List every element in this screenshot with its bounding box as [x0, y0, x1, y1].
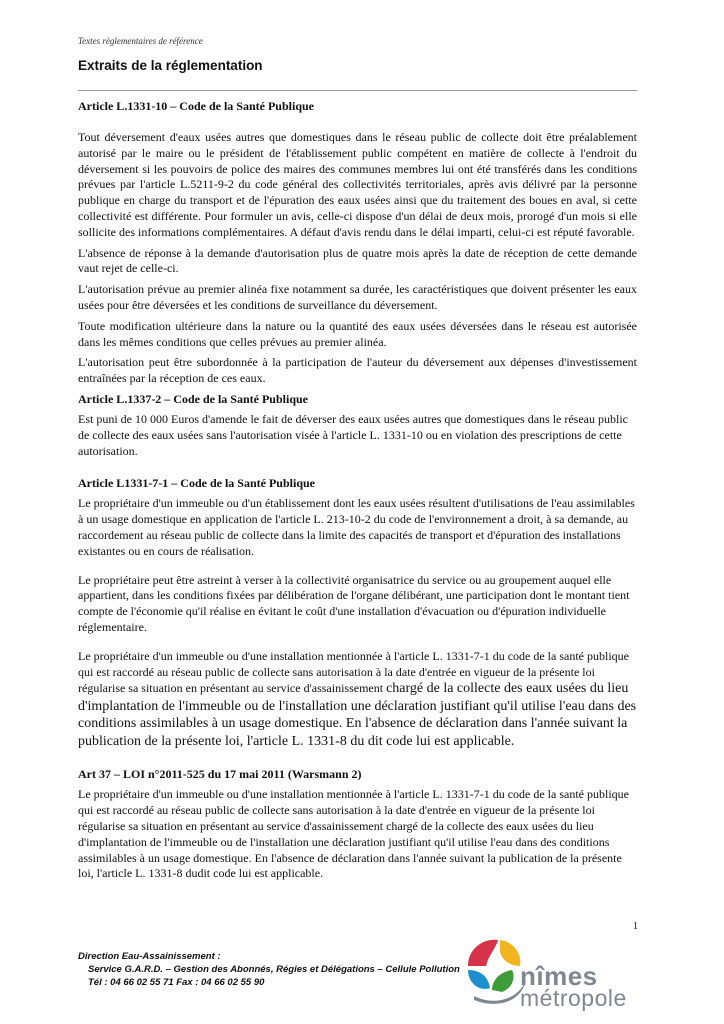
paragraph-large-text: chargé de la collecte des eaux usées du lieu d'implantation de l'immeuble ou de l'installation une déclaration justifiant qu'il utilise l'eau dans des conditions assimilables à un usage domestique. En l'absence de déclaration dans l'année suivant la publication de la présente loi, l'article L. 1331-8 du dit code lui est applicable.: [78, 681, 637, 749]
logo-red-petal: [468, 940, 498, 966]
document-body: [78, 99, 637, 882]
paragraph: L'absence de réponse à la demande d'autorisation plus de quatre mois après la date de réception de cette demande vaut rejet de celle-ci.: [78, 245, 637, 276]
mixed-size-paragraph: [78, 649, 637, 751]
title-divider: [78, 90, 637, 91]
running-head: Textes règlementaires de référence: [78, 36, 203, 46]
logo-yellow-petal: [500, 940, 520, 966]
page-number: 1: [633, 921, 638, 932]
page-title: Extraits de la réglementation: [78, 58, 263, 73]
paragraph: Toute modification ultérieure dans la nature ou la quantité des eaux usées déversées dans le réseau est autorisée dans les mêmes conditions que celles prévues au premier alinéa.: [78, 318, 637, 349]
paragraph: L'autorisation prévue au premier alinéa fixe notamment sa durée, les caractéristiques que doivent présenter les eaux usées pour être déversées et les conditions de surveillance du déversement.: [78, 282, 637, 312]
paragraph: L'autorisation peut être subordonnée à la participation de l'auteur du déversement aux dépenses d'investissement entraînées par la réception de ces eaux.: [78, 355, 637, 386]
section-heading-l1331-10: Article L.1331-10 – Code de la Santé Publique: [78, 99, 314, 113]
paragraph: Le propriétaire d'un immeuble ou d'une installation mentionnée à l'article L. 1331-7-1 du code de la santé publique qui est raccordé au réseau public de collecte sans autorisation à la date d'entrée en vigueur de la présente loi régularise sa situation en présentant au service d'assainissement chargé de la collecte des eaux usées du lieu d'implantation de l'immeuble ou de l'installation une déclaration justifiant qu'il utilise l'eau dans des conditions assimilables à un usage domestique. En l'absence de déclaration dans l'année suivant la publication de la présente loi, l'article L. 1331-8 dudit code lui est applicable.: [78, 787, 629, 881]
section-heading-l1331-7-1: Article L1331-7-1 – Code de la Santé Publique: [78, 476, 315, 491]
logo-line-nimes: nîmes: [520, 961, 598, 991]
section-heading-art-37: Art 37 – LOI n°2011-525 du 17 mai 2011 (Warsmann 2): [78, 767, 362, 782]
section-heading-l1337-2: Article L.1337-2 – Code de la Santé Publique: [78, 391, 308, 406]
logo-blue-petal: [468, 970, 490, 989]
footer-service: Service G.A.R.D. – Gestion des Abonnés, Régies et Délégations – Cellule Pollution: [88, 964, 460, 975]
logo-green-petal: [492, 970, 514, 992]
paragraph: Le propriétaire d'un immeuble ou d'un établissement dont les eaux usées résultent d'utilisations de l'eau assimilables à un usage domestique en application de l'article L. 213-10-2 du code de l'environnement a droit, à sa demande, au raccordement au réseau public de collecte dans la limite des capacités de transport et d'épuration des installations existantes ou en cours de réalisation.: [78, 496, 635, 558]
paragraph: Le propriétaire peut être astreint à verser à la collectivité organisatrice du service ou au groupement auquel elle appartient, dans les conditions fixées par délibération de l'organe délibérant, une participation dont le montant tient compte de l'économie qu'il réalise en évitant le coût d'une installation d'évacuation ou d'épuration individuelle réglementaire.: [78, 572, 630, 634]
logo-line-metropole: métropole: [520, 985, 627, 1011]
footer-contact: Tél : 04 66 02 55 71 Fax : 04 66 02 55 90: [88, 977, 265, 988]
footer-direction: Direction Eau-Assainissement :: [78, 951, 221, 962]
paragraph: Tout déversement d'eaux usées autres que domestiques dans le réseau public de collecte doit être préalablement autorisé par le maire ou le président de l'établissement public compétent en matière de collecte à l'endroit du déversement si les pouvoirs de police des maires des communes membres lui ont été transférés dans les conditions prévues par l'article L.5211-9-2 du code général des collectivités territoriales, après avis délivré par la personne publique en charge du transport et de l'épuration des eaux usées ainsi que du traitement des boues en aval, si cette collectivité est différente. Pour formuler un avis, celle-ci dispose d'un délai de deux mois, prorogé d'un mois si elle sollicite des informations complémentaires. A défaut d'avis rendu dans le délai imparti, celui-ci est réputé favorable.: [78, 130, 637, 239]
logo-wordmark: [520, 961, 627, 1011]
footer: [78, 950, 460, 989]
paragraph: Est puni de 10 000 Euros d'amende le fait de déverser des eaux usées autres que domestiques dans le réseau public de collecte des eaux usées sans l'autorisation visée à l'article L. 1331-10 ou en violation des prescriptions de cette autorisation.: [78, 411, 628, 458]
paragraph-small-text: Le propriétaire d'un immeuble ou d'une installation mentionnée à l'article L. 1331-7-1 du code de la santé publique qui est raccordé au réseau public de collecte sans autorisation à la date d'entrée en vigueur de la présente loi régularise sa situation en présentant au service d'assainissement: [78, 648, 629, 696]
